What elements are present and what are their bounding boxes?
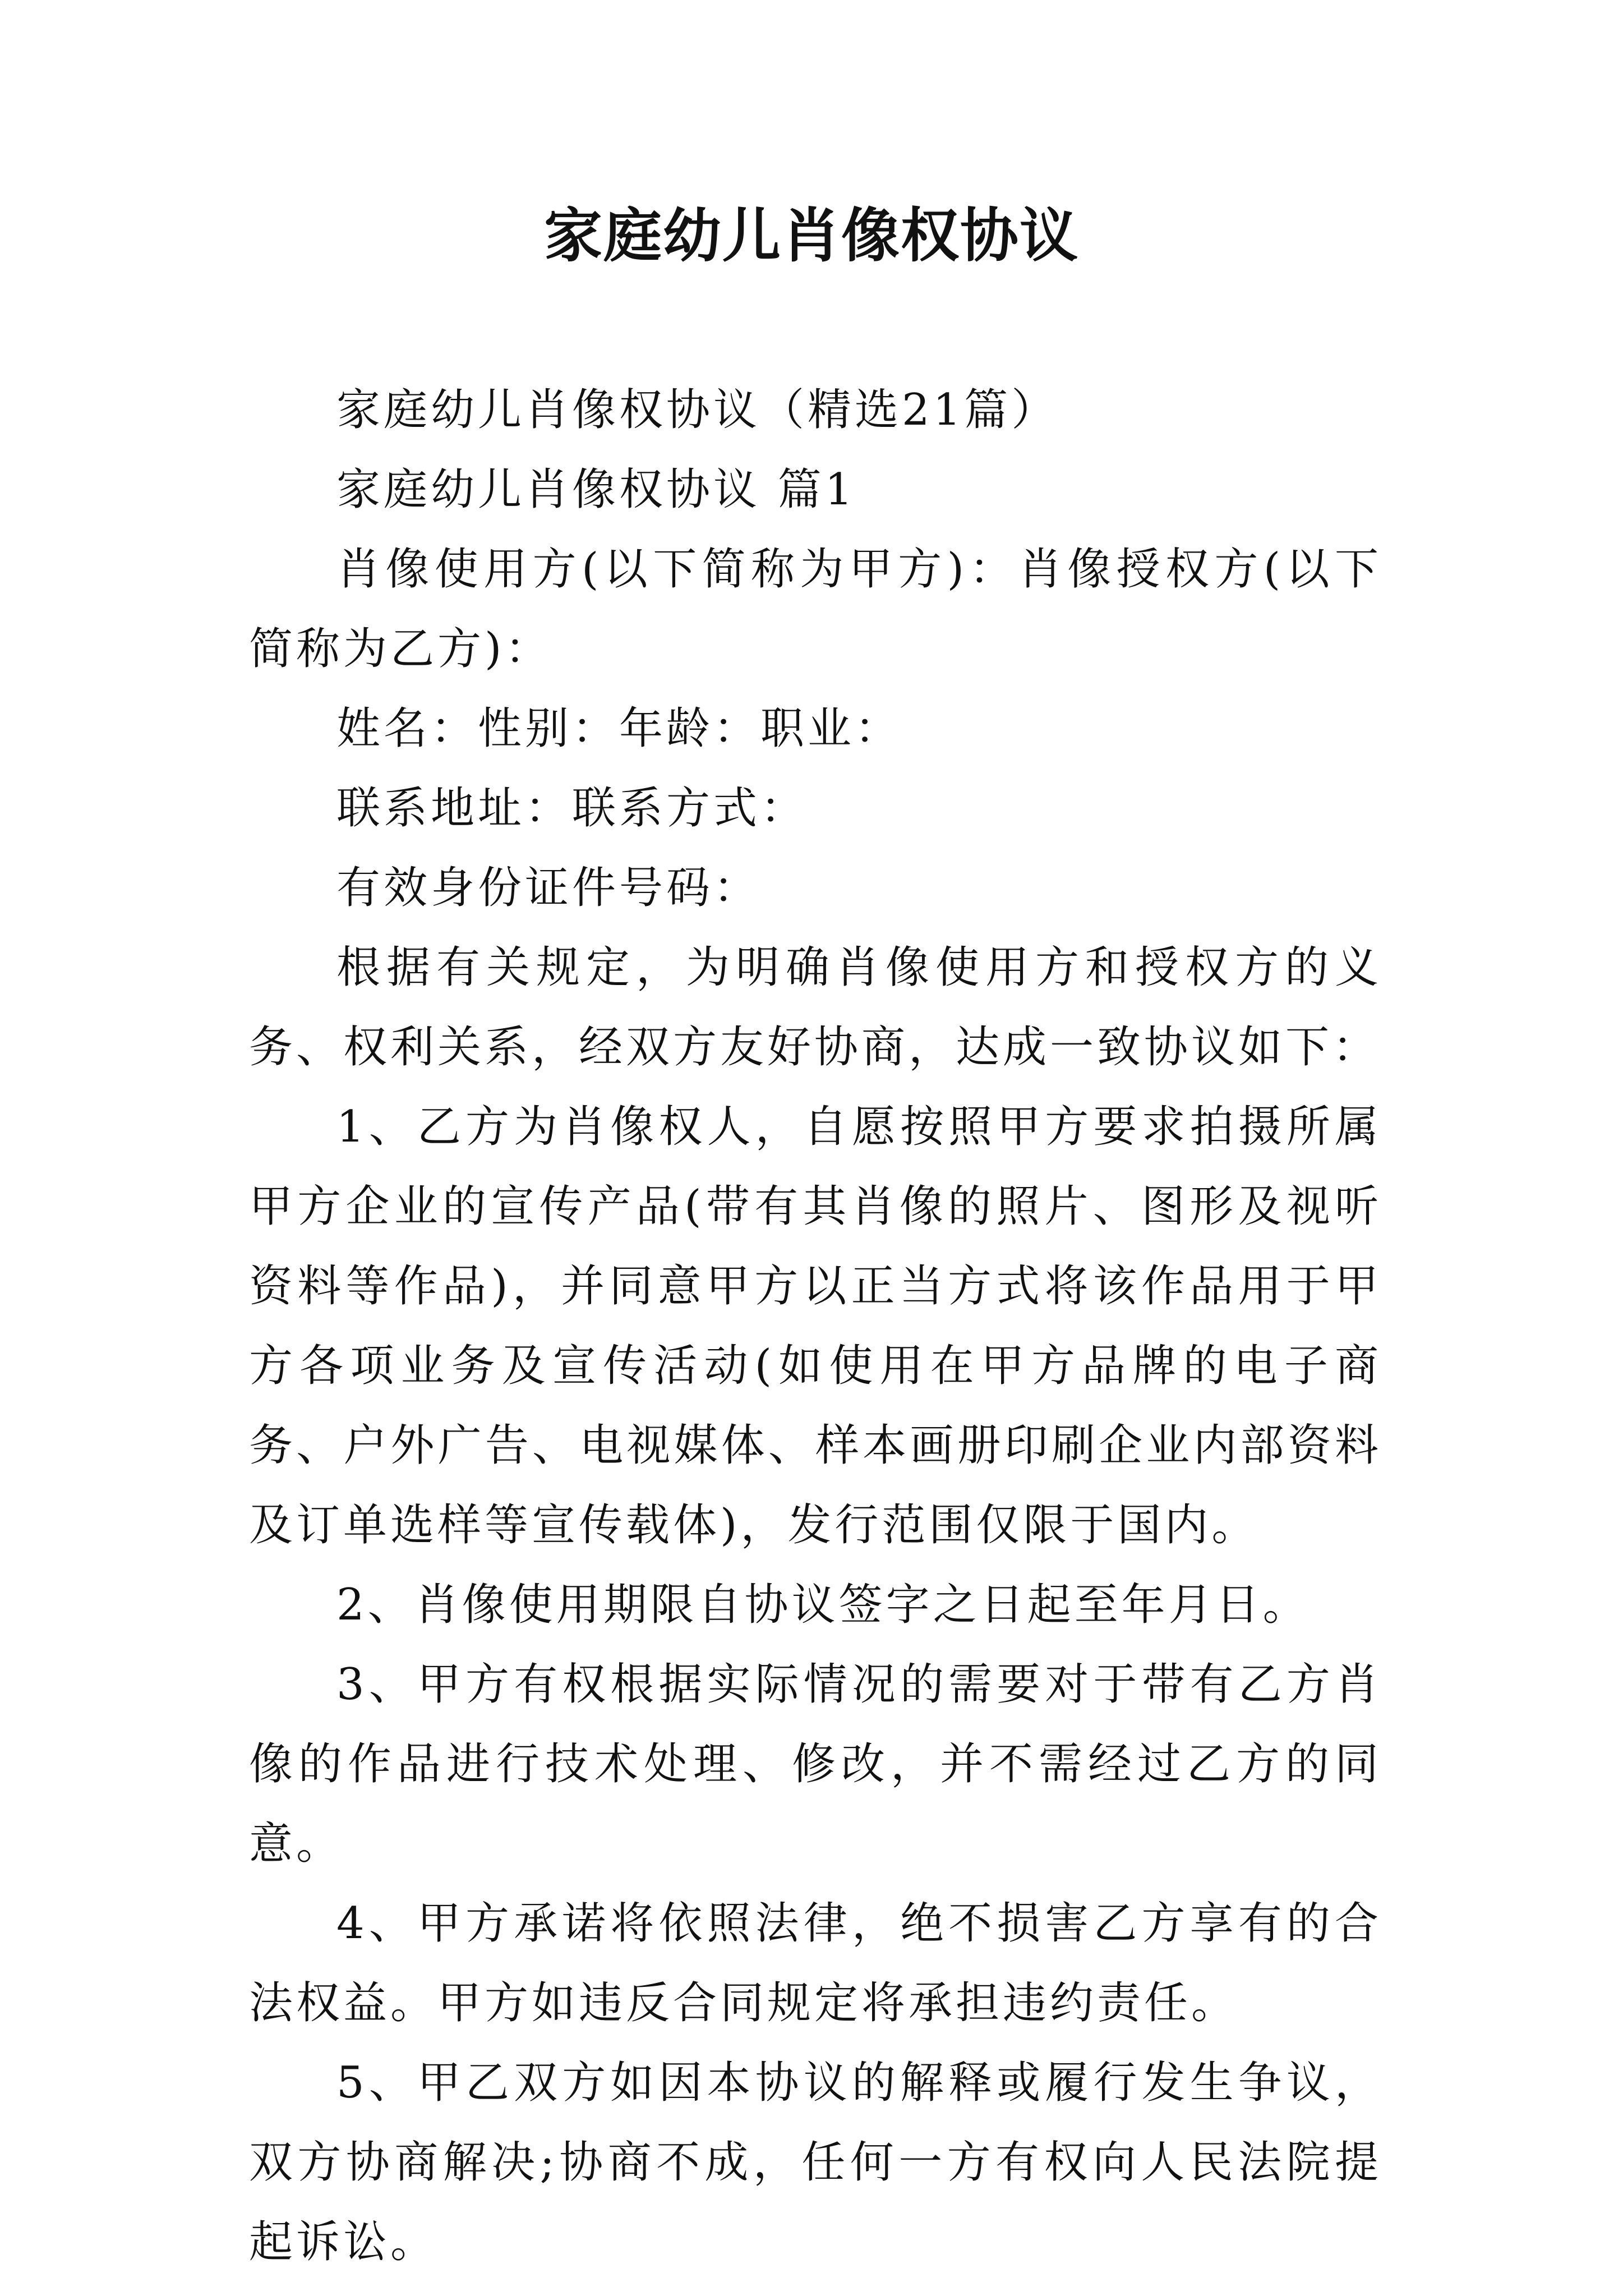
paragraph-subtitle: 家庭幼儿肖像权协议（精选21篇） bbox=[336, 385, 1059, 435]
paragraph-contact: 联系地址：联系方式： bbox=[336, 783, 808, 834]
paragraph-preamble: 根据有关规定，为明确肖像使用方和授权方的义务、权利关系，经双方友好协商，达成一致协议如下： bbox=[249, 942, 1382, 1073]
paragraph-clause-3: 3、甲方有权根据实际情况的需要对于带有乙方肖像的作品进行技术处理、修改，并不需经过乙方的同意。 bbox=[249, 1659, 1382, 1869]
paragraph-clause-1: 1、乙方为肖像权人，自愿按照甲方要求拍摄所属甲方企业的宣传产品(带有其肖像的照片、图形及视听资料等作品)，并同意甲方以正当方式将该作品用于甲方各项业务及宣传活动(如使用在甲方品牌的电子商务、户外广告、电视媒体、样本画册印刷企业内部资料及订单选样等宣传载体)，发行范围仅限于国内。 bbox=[249, 1102, 1382, 1550]
paragraph-id-number: 有效身份证件号码： bbox=[336, 863, 761, 913]
document-title: 家庭幼儿肖像权协议 bbox=[543, 201, 1079, 270]
paragraph-section-heading: 家庭幼儿肖像权协议 篇1 bbox=[336, 464, 856, 515]
paragraph-parties: 肖像使用方(以下简称为甲方)：肖像授权方(以下简称为乙方)： bbox=[249, 544, 1382, 674]
paragraph-clause-2: 2、肖像使用期限自协议签字之日起至年月日。 bbox=[336, 1580, 1310, 1630]
paragraph-personal-info: 姓名：性别：年龄：职业： bbox=[336, 703, 902, 754]
paragraph-clause-4: 4、甲方承诺将依照法律，绝不损害乙方享有的合法权益。甲方如违反合同规定将承担违约责任。 bbox=[249, 1898, 1382, 2028]
document-body bbox=[249, 370, 1382, 2282]
paragraph-clause-5: 5、甲乙双方如因本协议的解释或履行发生争议，双方协商解决;协商不成，任何一方有权向人民法院提起诉讼。 bbox=[249, 2058, 1382, 2267]
